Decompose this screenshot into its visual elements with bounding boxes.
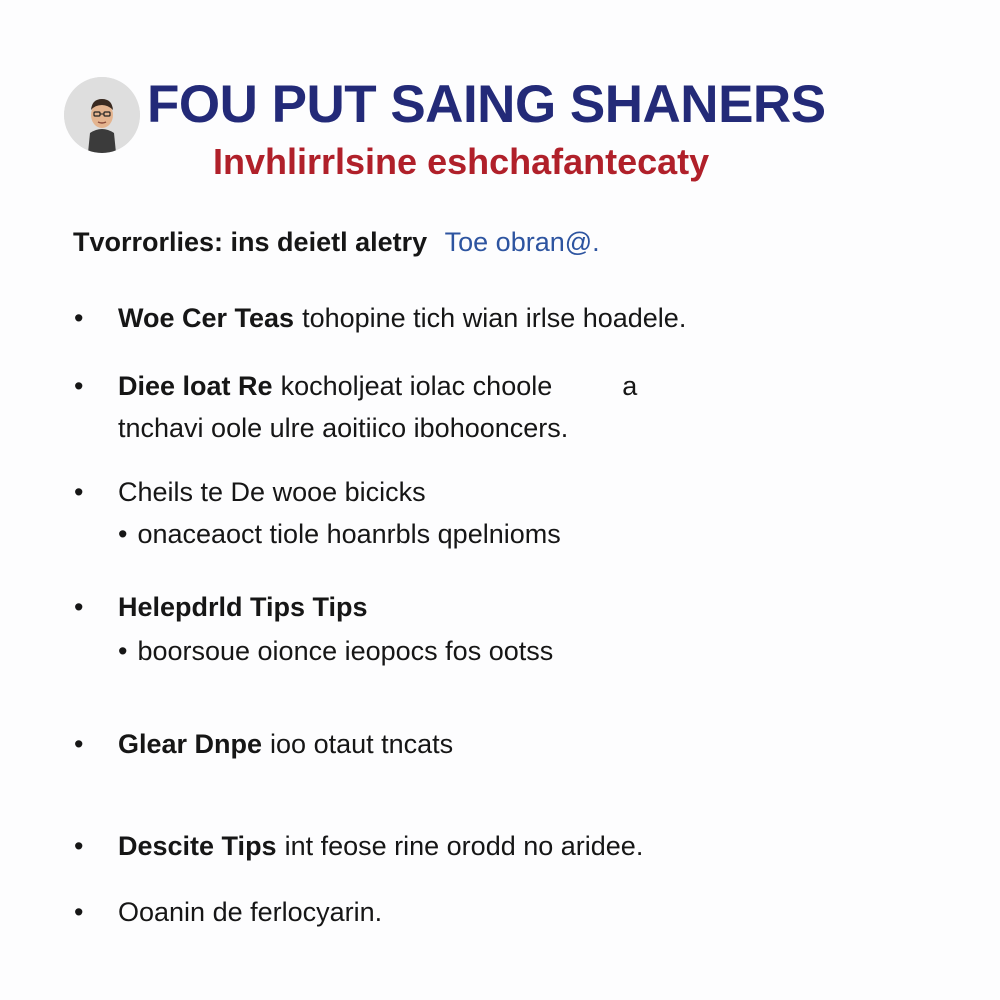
list-item bbox=[74, 892, 382, 932]
item-continuation: tnchavi oole ulre aoitiico ibohooncers. bbox=[118, 413, 569, 443]
bullet-icon: • bbox=[74, 592, 84, 622]
list-item bbox=[74, 366, 637, 448]
item-strong: Diee loat Re bbox=[118, 371, 273, 401]
item-text: ioo otaut tncats bbox=[270, 729, 454, 759]
item-strong: Woe Cer Teas bbox=[118, 303, 295, 333]
list-item bbox=[74, 472, 561, 554]
intro-lead: Tvorrorlies: ins deietl aletry bbox=[73, 227, 428, 257]
avatar bbox=[64, 77, 140, 153]
item-tail: a bbox=[622, 371, 638, 401]
item-strong: Glear Dnpe bbox=[118, 729, 263, 759]
list-item bbox=[74, 724, 453, 764]
item-strong: Descite Tips bbox=[118, 831, 277, 861]
page-subtitle: Invhlirrlsine eshchafantecaty bbox=[213, 141, 710, 182]
sub-item bbox=[118, 631, 553, 671]
list-item bbox=[74, 826, 643, 866]
sub-bullet-icon: • bbox=[118, 519, 128, 549]
intro-link[interactable]: Toe obran@. bbox=[444, 227, 600, 257]
sub-bullet-icon: • bbox=[118, 636, 128, 666]
page-title: FOU PUT SAING SHANERS bbox=[147, 75, 826, 134]
bullet-icon: • bbox=[74, 831, 84, 861]
person-avatar-icon bbox=[64, 77, 140, 153]
bullet-icon: • bbox=[74, 897, 84, 927]
list-item bbox=[74, 587, 553, 671]
item-strong: Helepdrld Tips Tips bbox=[118, 592, 368, 622]
sub-item bbox=[118, 514, 561, 554]
item-text: int feose rine orodd no aridee. bbox=[284, 831, 644, 861]
item-text: tohopine tich wian irlse hoadele. bbox=[302, 303, 687, 333]
bullet-icon: • bbox=[74, 371, 84, 401]
item-text: Cheils te De wooe bicicks bbox=[118, 477, 426, 507]
sub-item-text: onaceaoct tiole hoanrbls qpelnioms bbox=[137, 519, 561, 549]
intro-line bbox=[73, 224, 600, 260]
bullet-icon: • bbox=[74, 729, 84, 759]
list-item bbox=[74, 298, 686, 338]
bullet-icon: • bbox=[74, 477, 84, 507]
item-text: kocholjeat iolac choole bbox=[280, 371, 553, 401]
bullet-icon: • bbox=[74, 303, 84, 333]
item-text: Ooanin de ferlocyarin. bbox=[118, 897, 383, 927]
sub-item-text: boorsoue oionce ieopocs fos ootss bbox=[137, 636, 554, 666]
